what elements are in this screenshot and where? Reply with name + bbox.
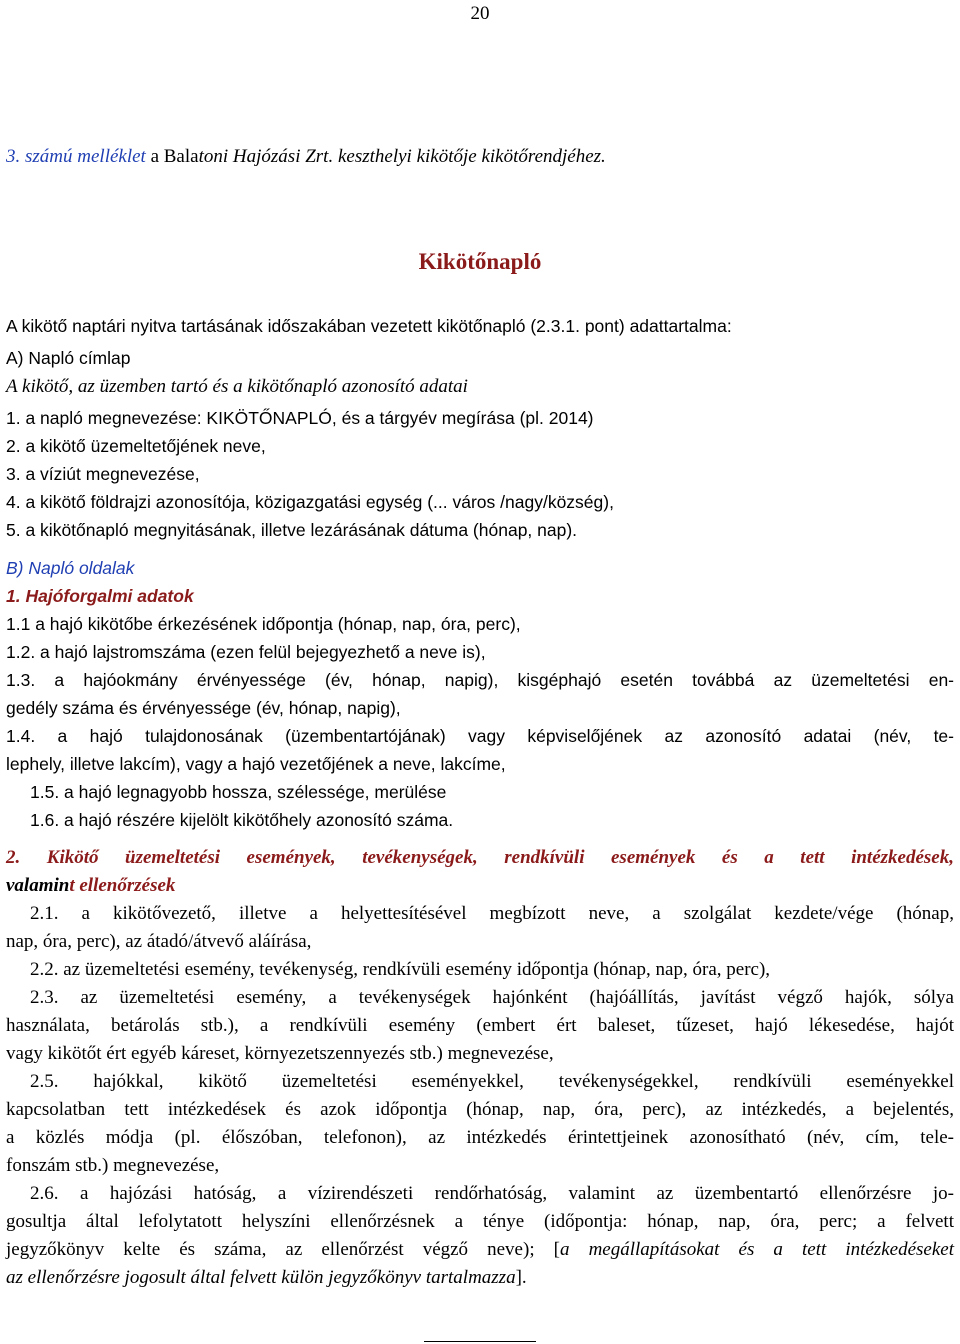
list-item-continuation: [6, 1238, 954, 1262]
list-item: 1.4. a hajó tulajdonosának (üzembentartójának) vagy képviselőjének az azonosító adatai (név, te-: [6, 726, 954, 746]
list-item-continuation: használata, betárolás stb.), a rendkívüli esemény (embert ért baleset, tűzeset, hajó lékesedése, hajót: [6, 1015, 954, 1036]
list-item: 1.5. a hajó legnagyobb hossza, szélessége, merülése: [30, 782, 447, 802]
section-b1-heading: 1. Hajóforgalmi adatok: [6, 586, 194, 606]
intro-text: A kikötő naptári nyitva tartásának időszakában vezetett kikötőnapló (2.3.1. pont) adattartalma:: [6, 316, 732, 336]
text-fragment-italic: az ellenőrzésre jogosult által felvett külön jegyzőkönyv tartalmazza: [6, 1267, 516, 1288]
list-item: 2.3. az üzemeltetési esemény, a tevékenységek hajónként (hajóállítás, javítást végző hajók, sólya: [30, 987, 954, 1008]
list-item: 2. a kikötő üzemeltetőjének neve,: [6, 436, 266, 456]
list-item: 1.2. a hajó lajstromszáma (ezen felül bejegyezhető a neve is),: [6, 642, 486, 662]
list-item-continuation: gedély száma és érvényessége (év, hónap, napig),: [6, 698, 401, 718]
list-item: 2.2. az üzemeltetési esemény, tevékenység, rendkívüli esemény időpontja (hónap, nap, óra, perc),: [30, 959, 771, 980]
heading-fragment: valamin: [6, 875, 70, 896]
text-fragment: ].: [515, 1267, 527, 1288]
section-a-subheading: A kikötő, az üzemben tartó és a kikötőnapló azonosító adatai: [6, 376, 468, 397]
list-item: 2.6. a hajózási hatóság, a vízirendészeti rendőrhatóság, valamint az üzembentartó ellenőrzésre jo-: [30, 1183, 954, 1204]
list-item-continuation: lephely, illetve lakcím), vagy a hajó vezetőjének a neve, lakcíme,: [6, 754, 506, 774]
list-item: 5. a kikötőnapló megnyitásának, illetve lezárásának dátuma (hónap, nap).: [6, 520, 578, 540]
text-fragment-italic: a megállapításokat és a tett intézkedéseket: [560, 1239, 954, 1260]
page-title: Kikötőnapló: [418, 249, 542, 274]
text-fragment: jegyzőkönyv kelte és száma, az ellenőrzést végző neve); [: [6, 1239, 560, 1260]
list-item-continuation: vagy kikötőt ért egyéb káreset, környezetszennyezés stb.) megnevezése,: [6, 1043, 554, 1064]
list-item-continuation: gosultja által lefolytatott helyszíni ellenőrzésnek a ténye (időpontja: hónap, nap, óra, perc; a felvett: [6, 1211, 954, 1232]
section-b2-heading: 2. Kikötő üzemeltetési események, tevékenységek, rendkívüli események és a tett intézkedések,: [6, 847, 954, 868]
list-item: 3. a víziút megnevezése,: [6, 464, 200, 484]
list-item: 4. a kikötő földrajzi azonosítója, közigazgatási egység (... város /nagy/község),: [6, 492, 614, 512]
page-number: 20: [470, 3, 490, 24]
list-item-continuation: fonszám stb.) megnevezése,: [6, 1155, 220, 1176]
list-item-continuation: nap, óra, perc), az átadó/átvevő aláírása,: [6, 931, 312, 952]
footnote-divider: [424, 1341, 536, 1342]
annex-company-a: a Bala: [145, 146, 199, 167]
list-item-continuation: [6, 1266, 527, 1290]
annex-reference: [6, 145, 606, 169]
list-item-continuation: kapcsolatban tett intézkedések és azok időpontja (hónap, nap, óra, perc), az intézkedés, a bejelentés,: [6, 1099, 954, 1120]
list-item: 2.1. a kikötővezető, illetve a helyettesítésével megbízott neve, a szolgálat kezdete/vége (hónap,: [30, 903, 954, 924]
list-item: 2.5. hajókkal, kikötő üzemeltetési eseményekkel, tevékenységekkel, rendkívüli eseményekkel: [30, 1071, 954, 1092]
list-item: 1.6. a hajó részére kijelölt kikötőhely azonosító száma.: [30, 810, 454, 830]
section-a-heading: A) Napló címlap: [6, 348, 131, 368]
section-b2-heading-cont: [6, 874, 175, 898]
annex-label: 3. számú melléklet: [6, 146, 146, 167]
heading-fragment: t ellenőrzések: [69, 875, 176, 896]
list-item: 1.1 a hajó kikötőbe érkezésének időpontja (hónap, nap, óra, perc),: [6, 614, 521, 634]
annex-company-b: toni Hajózási Zrt. keszthelyi kikötője kikötőrendjéhez.: [198, 146, 606, 167]
list-item: 1.3. a hajóokmány érvényessége (év, hónap, napig), kisgéphajó esetén továbbá az üzemeltetési en-: [6, 670, 954, 690]
list-item: 1. a napló megnevezése: KIKÖTŐNAPLÓ, és a tárgyév megírása (pl. 2014): [6, 408, 594, 428]
list-item-continuation: a közlés módja (pl. élőszóban, telefonon), az intézkedés érintettjeinek azonosítható (név, cím, tele-: [6, 1127, 954, 1148]
section-b-heading: B) Napló oldalak: [6, 558, 135, 578]
